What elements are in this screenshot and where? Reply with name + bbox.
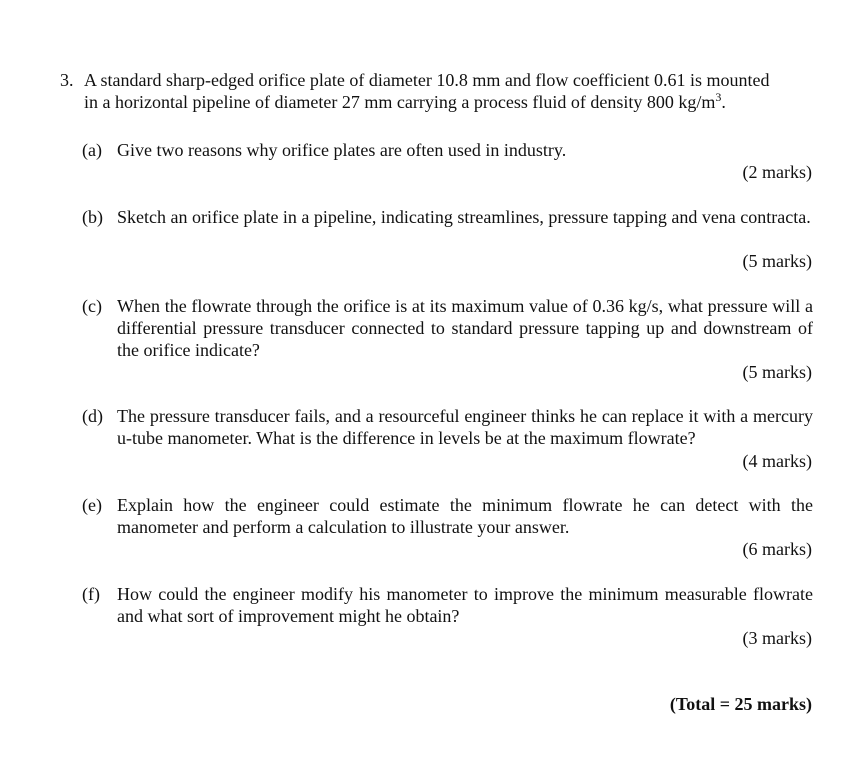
density-unit-exponent: 3: [715, 90, 722, 104]
part-c-label: (c): [82, 296, 102, 316]
question-number: 3.: [60, 70, 74, 90]
part-f-label: (f): [82, 584, 100, 604]
question-stem: [84, 69, 814, 113]
part-b-marks: (5 marks): [742, 251, 812, 271]
part-e-marks: (6 marks): [742, 539, 812, 559]
stem-line2-text: in a horizontal pipeline of diameter 27 mm carrying a process fluid of density 800 kg/m: [84, 92, 716, 112]
part-d-marks: (4 marks): [742, 451, 812, 471]
part-e-label: (e): [82, 495, 102, 515]
part-c-text: When the flowrate through the orifice is at its maximum value of 0.36 kg/s, what pressure will a differential pressure transducer connected to standard pressure tapping up and downstream of the orifice indicate?: [117, 296, 813, 360]
part-b-label: (b): [82, 207, 103, 227]
part-a-text: Give two reasons why orifice plates are often used in industry.: [117, 140, 567, 160]
part-a-label: (a): [82, 140, 102, 160]
question-stem-line2: [84, 91, 814, 113]
part-f-marks: (3 marks): [742, 628, 812, 648]
part-d-text: The pressure transducer fails, and a resourceful engineer thinks he can replace it with a mercury u-tube manometer. What is the difference in levels be at the maximum flowrate?: [117, 406, 813, 448]
part-d-label: (d): [82, 406, 103, 426]
part-c-marks: (5 marks): [742, 362, 812, 382]
part-a-marks: (2 marks): [742, 162, 812, 182]
part-e-text: Explain how the engineer could estimate the minimum flowrate he can detect with the manometer and perform a calculation to illustrate your answer.: [117, 495, 813, 537]
part-b-text: Sketch an orifice plate in a pipeline, indicating streamlines, pressure tapping and vena contracta.: [117, 207, 811, 227]
total-marks: (Total = 25 marks): [669, 694, 812, 714]
stem-line2-end: .: [721, 92, 726, 112]
question-stem-line1: A standard sharp-edged orifice plate of diameter 10.8 mm and flow coefficient 0.61 is mounted: [84, 70, 770, 90]
part-f-text: How could the engineer modify his manometer to improve the minimum measurable flowrate and what sort of improvement might he obtain?: [117, 584, 813, 626]
